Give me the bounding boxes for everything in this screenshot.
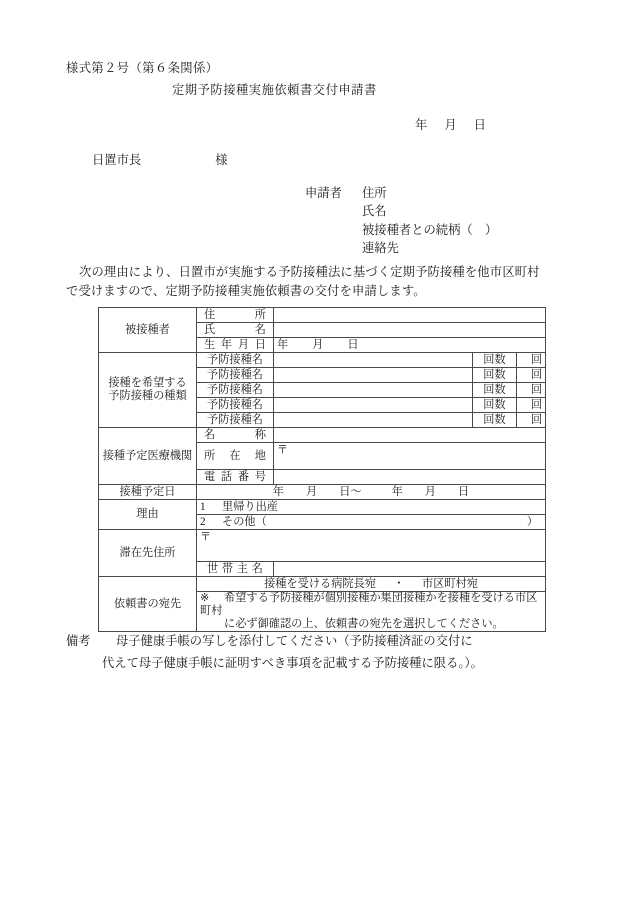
schedule-from-month: 月 [306,485,318,498]
vaccine-count-value[interactable]: 回 [517,398,546,413]
destination-section-label: 依頼書の宛先 [99,577,197,632]
recipient-address-value[interactable] [274,308,546,323]
reason-option-2[interactable] [197,515,546,530]
vaccine-name-value[interactable] [274,413,473,428]
applicant-address-label: 住所 [362,186,387,200]
table-row [99,485,546,500]
institution-name-value[interactable] [274,428,546,443]
vaccine-name-value[interactable] [274,368,473,383]
stay-address-section-label: 滞在先住所 [99,530,197,577]
reason-option-2-number: 2 [200,515,206,528]
vaccine-name-label: 予防接種名 [197,383,274,398]
postal-mark-icon: 〒 [277,444,288,456]
form-number: 様式第２号（第６条関係） [66,61,219,75]
vaccine-name-label: 予防接種名 [197,368,274,383]
table-row [99,353,546,368]
recipient-name-label: 氏 名 [197,323,274,338]
vaccine-count-value[interactable]: 回 [517,413,546,428]
vaccine-count-label: 回数 [473,368,517,383]
applicant-contact-label: 連絡先 [362,241,399,256]
remarks-label: 備考 [66,634,91,648]
postal-mark-icon: 〒 [200,531,211,543]
institution-phone-value[interactable] [274,470,546,485]
schedule-to-month: 月 [424,485,436,498]
document-title: 定期予防接種実施依頼書交付申請書 [172,83,377,97]
vaccine-name-label: 予防接種名 [197,413,274,428]
institution-phone-label: 電話番号 [197,470,274,485]
addressee-line [92,150,228,168]
birth-month-label: 月 [312,338,324,351]
table-row [99,530,546,562]
applicant-relationship-label: 被接種者との続柄（ ） [362,222,498,237]
date-day-label: 日 [473,118,486,132]
vaccine-name-value[interactable] [274,398,473,413]
date-month-label: 月 [444,118,457,132]
vaccine-count-label: 回数 [473,353,517,368]
applicant-block [305,184,497,258]
body-paragraph: 次の理由により、日置市が実施する予防接種法に基づく定期予防接種を他市区町村で受けますので、定期予防接種実施依頼書の交付を申請します。 [66,265,540,298]
reason-section-label: 理由 [99,500,197,530]
vaccine-count-value[interactable]: 回 [517,383,546,398]
remarks-line-2: 代えて母子健康手帳に証明すべき事項を記載する予防接種に限る。）。 [102,656,483,670]
schedule-section-label: 接種予定日 [99,485,197,500]
applicant-label: 申請者 [305,186,342,200]
recipient-birthdate-value[interactable] [274,338,546,353]
destination-separator: ・ [393,577,405,590]
table-row [99,577,546,592]
schedule-to-day: 日 [458,485,470,498]
stay-address-value[interactable] [197,530,546,562]
remarks-block [66,630,566,674]
vaccine-count-label: 回数 [473,398,517,413]
recipient-address-label: 住 所 [197,308,274,323]
addressee-honorific: 様 [215,153,228,167]
institution-name-label: 名 称 [197,428,274,443]
applicant-name-label: 氏名 [362,204,387,219]
birth-day-label: 日 [347,338,359,351]
vaccine-name-label: 予防接種名 [197,398,274,413]
vaccine-count-label: 回数 [473,413,517,428]
recipient-birthdate-label: 生年月日 [197,338,274,353]
vaccine-section-label: 接種を希望する 予防接種の種類 [99,353,197,428]
reason-option-2-text: その他（ [222,515,267,528]
remarks-line-1: 母子健康手帳の写しを添付してください（予防接種済証の交付に [116,634,473,648]
destination-options[interactable] [197,577,546,592]
institution-address-label: 所 在 地 [197,443,274,470]
note-mark-icon: ※ [200,592,210,604]
householder-label: 世帯主名 [197,562,274,577]
birth-year-label: 年 [277,338,289,351]
addressee-name: 日置市長 [92,153,142,167]
schedule-from-day: 日～ [339,485,362,498]
application-form-table [98,307,546,632]
vaccine-name-value[interactable] [274,383,473,398]
reason-option-1[interactable] [197,500,546,515]
vaccine-name-value[interactable] [274,353,473,368]
schedule-date-value[interactable] [197,485,546,500]
date-year-label: 年 [415,118,428,132]
destination-note [197,592,546,632]
vaccine-name-label: 予防接種名 [197,353,274,368]
reason-option-1-text: 里帰り出産 [222,500,278,513]
institution-section-label: 接種予定医療機関 [99,428,197,485]
vaccine-count-value[interactable]: 回 [517,353,546,368]
submission-date-line [415,115,486,133]
recipient-name-value[interactable] [274,323,546,338]
destination-note-line2: に必ず御確認の上、依頼書の宛先を選択してください。 [224,618,504,630]
table-row [99,428,546,443]
table-row [99,308,546,323]
destination-option-municipality[interactable]: 市区町村宛 [421,577,478,590]
schedule-to-year: 年 [391,485,403,498]
table-row [99,500,546,515]
schedule-from-year: 年 [272,485,284,498]
householder-value[interactable] [274,562,546,577]
vaccine-count-label: 回数 [473,383,517,398]
recipient-section-label: 被接種者 [99,308,197,353]
destination-note-line1: 希望する予防接種が個別接種か集団接種かを接種を受ける市区町村 [200,592,538,617]
reason-option-2-close: ） [526,515,539,528]
reason-option-1-number: 1 [200,500,206,513]
destination-option-hospital[interactable]: 接種を受ける病院長宛 [264,577,376,590]
vaccine-count-value[interactable]: 回 [517,368,546,383]
institution-address-value[interactable] [274,443,546,470]
